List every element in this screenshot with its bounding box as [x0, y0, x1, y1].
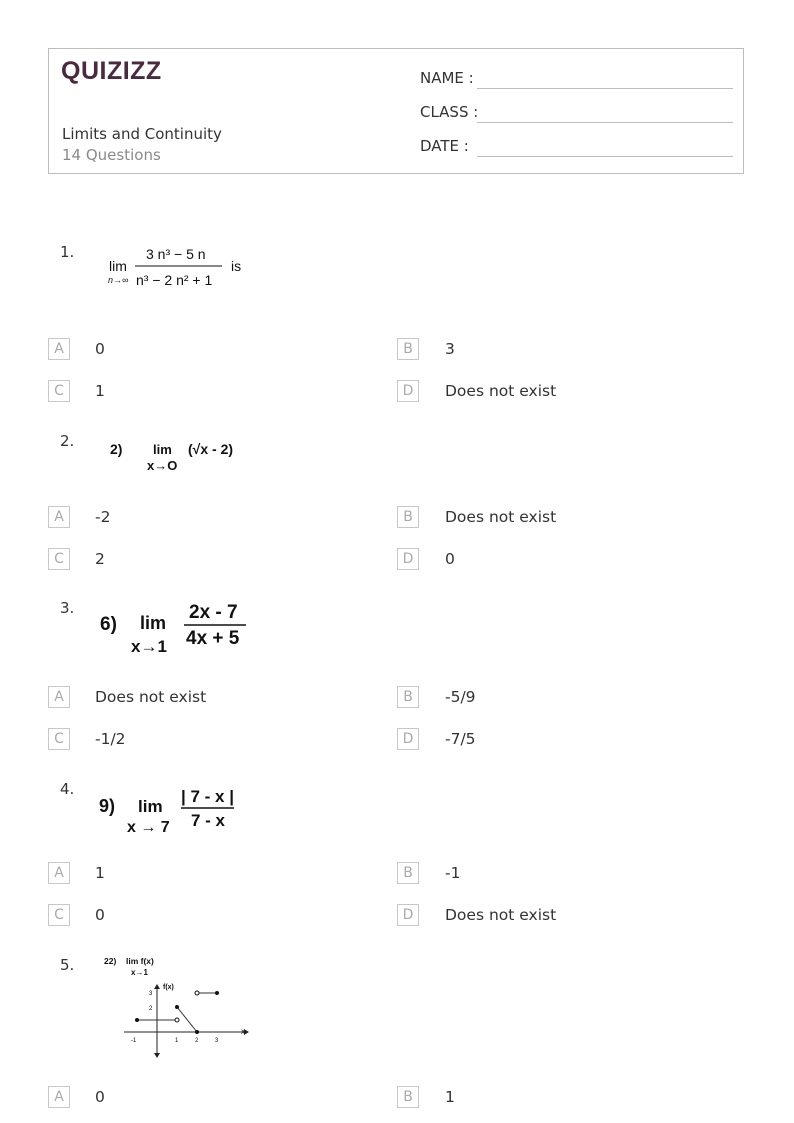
y-tick-label: 3 — [149, 991, 153, 997]
question-1-math — [106, 240, 256, 296]
lim-subscript: x→1 — [131, 637, 167, 656]
graph-function-label: f(x) — [163, 984, 174, 991]
option-d-box[interactable]: D — [397, 548, 419, 570]
date-line[interactable] — [477, 156, 733, 157]
option-d-box[interactable]: D — [397, 728, 419, 750]
option-a-text[interactable]: 1 — [95, 864, 105, 882]
option-a-box[interactable]: A — [48, 338, 70, 360]
math-suffix: is — [231, 258, 242, 274]
math-prefix: 2) — [110, 441, 123, 457]
option-a-box[interactable]: A — [48, 1086, 70, 1108]
question-number: 4. — [60, 780, 75, 798]
option-a-text[interactable]: 0 — [95, 1088, 105, 1106]
lim-text: lim — [138, 797, 163, 816]
graph-closed-point — [195, 1030, 199, 1034]
graph-open-point — [175, 1018, 179, 1022]
option-a-box[interactable]: A — [48, 506, 70, 528]
question-2-formula — [106, 436, 256, 476]
lim-subscript: x→1 — [131, 968, 148, 977]
x-tick-label: 2 — [195, 1038, 199, 1044]
fraction-numerator: 3 n³ − 5 n — [146, 246, 206, 262]
graph-open-point — [195, 991, 199, 995]
worksheet-header — [48, 48, 744, 174]
option-a-box[interactable]: A — [48, 686, 70, 708]
graph-closed-point — [215, 991, 219, 995]
option-d-text[interactable]: Does not exist — [445, 382, 557, 400]
x-tick-label: 3 — [215, 1038, 219, 1044]
name-line[interactable] — [477, 88, 733, 89]
option-b-text[interactable]: -1 — [445, 864, 461, 882]
option-b-text[interactable]: Does not exist — [445, 508, 557, 526]
y-tick-label: 2 — [149, 1006, 153, 1012]
x-tick-label: -1 — [131, 1038, 137, 1044]
x-axis-label: x — [241, 1027, 245, 1036]
graph-segment-middle — [177, 1007, 197, 1032]
graph-closed-point — [175, 1005, 179, 1009]
question-number: 3. — [60, 599, 75, 617]
option-d-text[interactable]: Does not exist — [445, 906, 557, 924]
math-prefix: 22) — [104, 956, 117, 966]
lim-text: lim f(x) — [126, 956, 154, 966]
option-a-text[interactable]: 0 — [95, 340, 105, 358]
question-5-math — [102, 952, 252, 1066]
lim-text: lim — [140, 613, 167, 633]
option-b-box[interactable]: B — [397, 338, 419, 360]
option-a-box[interactable]: A — [48, 862, 70, 884]
option-c-box[interactable]: C — [48, 904, 70, 926]
option-c-text[interactable]: -1/2 — [95, 730, 126, 748]
x-tick-label: 1 — [175, 1038, 179, 1044]
question-count: 14 Questions — [62, 146, 161, 164]
option-d-box[interactable]: D — [397, 904, 419, 926]
graph-closed-point — [135, 1018, 139, 1022]
option-c-box[interactable]: C — [48, 380, 70, 402]
question-number: 5. — [60, 956, 75, 974]
fraction-denominator: n³ − 2 n² + 1 — [136, 272, 213, 288]
class-label: CLASS : — [420, 103, 479, 121]
fraction-numerator: | 7 - x | — [181, 787, 234, 806]
option-d-text[interactable]: 0 — [445, 550, 455, 568]
name-label: NAME : — [420, 69, 474, 87]
option-c-box[interactable]: C — [48, 548, 70, 570]
lim-subscript: x → 7 — [127, 819, 170, 836]
fraction-numerator: 2x - 7 — [189, 602, 238, 623]
option-b-text[interactable]: 3 — [445, 340, 455, 358]
option-b-text[interactable]: -5/9 — [445, 688, 476, 706]
option-b-text[interactable]: 1 — [445, 1088, 455, 1106]
question-number: 2. — [60, 432, 75, 450]
option-d-text[interactable]: -7/5 — [445, 730, 476, 748]
option-d-box[interactable]: D — [397, 380, 419, 402]
option-a-text[interactable]: -2 — [95, 508, 111, 526]
worksheet-title: Limits and Continuity — [62, 125, 222, 143]
lim-text: lim — [109, 258, 127, 274]
option-b-box[interactable]: B — [397, 1086, 419, 1108]
lim-subscript: x→O — [147, 458, 178, 473]
math-prefix: 9) — [99, 796, 116, 816]
option-c-text[interactable]: 2 — [95, 550, 105, 568]
lim-text: lim — [153, 442, 172, 457]
question-1-formula — [106, 240, 256, 292]
date-label: DATE : — [420, 137, 469, 155]
question-3-math — [98, 598, 258, 662]
fraction-denominator: 4x + 5 — [186, 628, 240, 649]
class-line[interactable] — [477, 122, 733, 123]
quizizz-logo: QUIZIZZ — [61, 57, 162, 85]
option-b-box[interactable]: B — [397, 862, 419, 884]
fraction-denominator: 7 - x — [191, 811, 226, 830]
math-prefix: 6) — [100, 614, 117, 635]
option-c-text[interactable]: 0 — [95, 906, 105, 924]
option-b-box[interactable]: B — [397, 686, 419, 708]
option-c-box[interactable]: C — [48, 728, 70, 750]
question-number: 1. — [60, 243, 75, 261]
y-axis-arrow-up — [154, 984, 160, 989]
option-a-text[interactable]: Does not exist — [95, 688, 207, 706]
question-3-formula — [98, 598, 258, 658]
math-expression: (√x - 2) — [188, 441, 234, 457]
lim-subscript: n→∞ — [108, 275, 129, 285]
question-4-math — [97, 782, 257, 842]
y-axis-arrow-down — [154, 1053, 160, 1058]
option-c-text[interactable]: 1 — [95, 382, 105, 400]
option-b-box[interactable]: B — [397, 506, 419, 528]
question-4-formula — [97, 782, 257, 838]
question-2-math — [106, 436, 256, 480]
question-5-graph — [102, 952, 252, 1062]
